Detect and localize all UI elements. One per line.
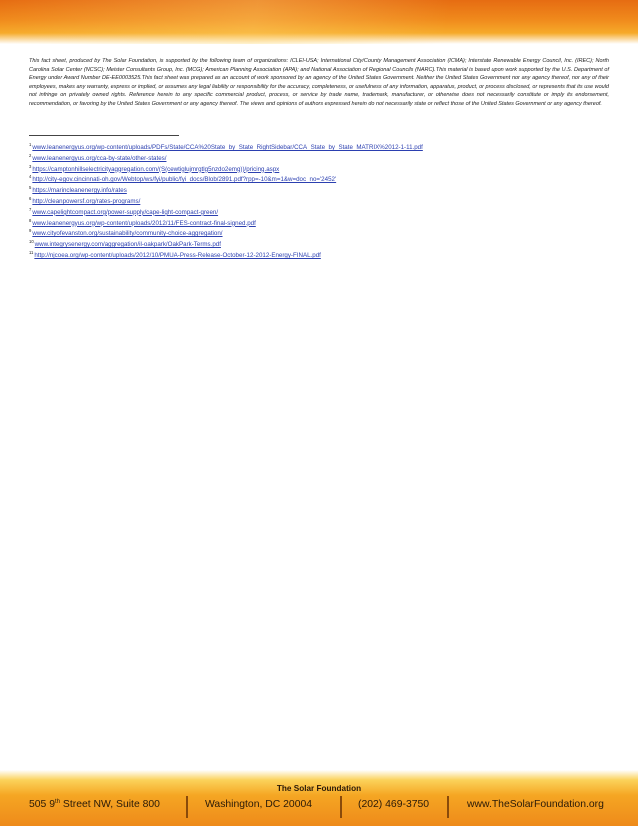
disclaimer-paragraph: This fact sheet, produced by The Solar Foundation, is supported by the following team of organizations: ICLEI-USA; International City/County Management Association (ICMA); Interstate Renewable Energy Council, Inc. (IREC); North Carolina Solar Center (NCSC); Meister Consultants Group, Inc. (MCG); American Planning Association (APA); and National Association of Regional Councils (NARC).This material is based upon work supported by the U.S. Department of Energy under Award Number DE-EE0003525.This fact sheet was prepared as an account of work sponsored by an agency of the United States Government. Neither the United States Government nor any agency thereof, nor any of their employees, makes any warranty, express or implied, or assumes any legal liability or responsibility for the accuracy, completeness, or usefulness of any information, apparatus, product, or process disclosed, or represents that its use would not infringe on privately owned rights. Reference herein to any specific commercial product, process, or service by trade name, trademark, manufacturer, or otherwise does not necessarily constitute or imply its endorsement, recommendation, or favoring by the United States Government or any agency thereof. The views and opinions of authors expressed herein do not necessarily state or reflect those of the United States Government or any agency thereof. [29, 58, 609, 107]
footer-city: Washington, DC 20004 [205, 799, 313, 810]
footnote-item [29, 172, 619, 183]
footer-address [29, 799, 160, 810]
footnote-item [29, 216, 619, 227]
footnote-link[interactable]: www.capelightcompact.org/power-supply/cape-light-compact-green/ [32, 208, 219, 216]
footnote-item [29, 226, 619, 237]
footnote-item [29, 194, 619, 205]
footer-separator [186, 796, 188, 818]
footnote-item [29, 183, 619, 194]
footnote-link[interactable]: http://cleanpowersf.org/rates-programs/ [32, 197, 141, 205]
footer-separator [340, 796, 342, 818]
footnote-item [29, 205, 619, 216]
footnote-number: 1 [29, 142, 32, 147]
footnote-number: 10 [29, 239, 34, 245]
footnote-link[interactable]: www.integrysenergy.com/aggregation/il-oakpark/OakPark-Terms.pdf [34, 241, 221, 249]
footnote-item [29, 140, 619, 151]
footnote-link[interactable]: www.leanenergyus.org/wp-content/uploads/2012/11/FES-contract-final-signed.pdf [32, 219, 256, 227]
footer-gradient-band [0, 770, 638, 826]
footer-org-name: The Solar Foundation [276, 784, 362, 793]
footnote-number: 4 [29, 174, 32, 180]
footnote-divider [29, 135, 179, 136]
address-street: Street NW, Suite 800 [60, 799, 160, 810]
address-ordinal: th [55, 799, 61, 805]
footnote-link[interactable]: www.leanenergyus.org/cca-by-state/other-states/ [32, 154, 167, 162]
footnote-number: 2 [29, 152, 32, 158]
footnote-item [29, 237, 619, 248]
footnote-link[interactable]: www.cityofevanston.org/sustainability/community-choice-aggregation/ [32, 230, 223, 238]
footnote-number: 5 [29, 185, 32, 191]
footnote-list [29, 140, 619, 259]
footnote-number: 8 [29, 217, 32, 223]
footnote-item [29, 248, 619, 259]
footnote-link[interactable]: https://camptonhillselectricityaggregation.com/(S(cewtiglujmrgtlg5nzdo2emg))/pricing.aspx [32, 165, 280, 173]
footer-phone: (202) 469-3750 [358, 799, 430, 810]
footnote-number: 11 [29, 249, 34, 255]
footnote-link[interactable]: https://marincleanenergy.info/rates [32, 187, 127, 195]
address-number: 505 9 [29, 799, 56, 810]
footnote-link[interactable]: http://city-egov.cincinnati-oh.gov/Webtop/ws/fyi/public/fyi_docs/Blob/2891.pdf?rpp=-10&m=1&w=doc_no='2452' [32, 176, 337, 184]
footnote-number: 7 [29, 206, 32, 212]
header-light-streak [0, 0, 638, 44]
footnote-number: 3 [29, 163, 32, 169]
footnote-item [29, 151, 619, 162]
footer-website[interactable]: www.TheSolarFoundation.org [467, 799, 604, 810]
footnote-link[interactable]: http://njcoea.org/wp-content/uploads/2012/10/PMUA-Press-Release-October-12-2012-Energy-FINAL.pdf [34, 251, 321, 259]
footnote-number: 9 [29, 228, 32, 234]
footnote-link[interactable]: www.leanenergyus.org/wp-content/uploads/PDFs/State/CCA%20State_by_State_RightSidebar/CCA_State_by_State_MATRIX%2012-1-11.pdf [32, 144, 423, 151]
footer-separator [447, 796, 449, 818]
footnote-number: 6 [29, 195, 32, 201]
footnote-item [29, 162, 619, 173]
